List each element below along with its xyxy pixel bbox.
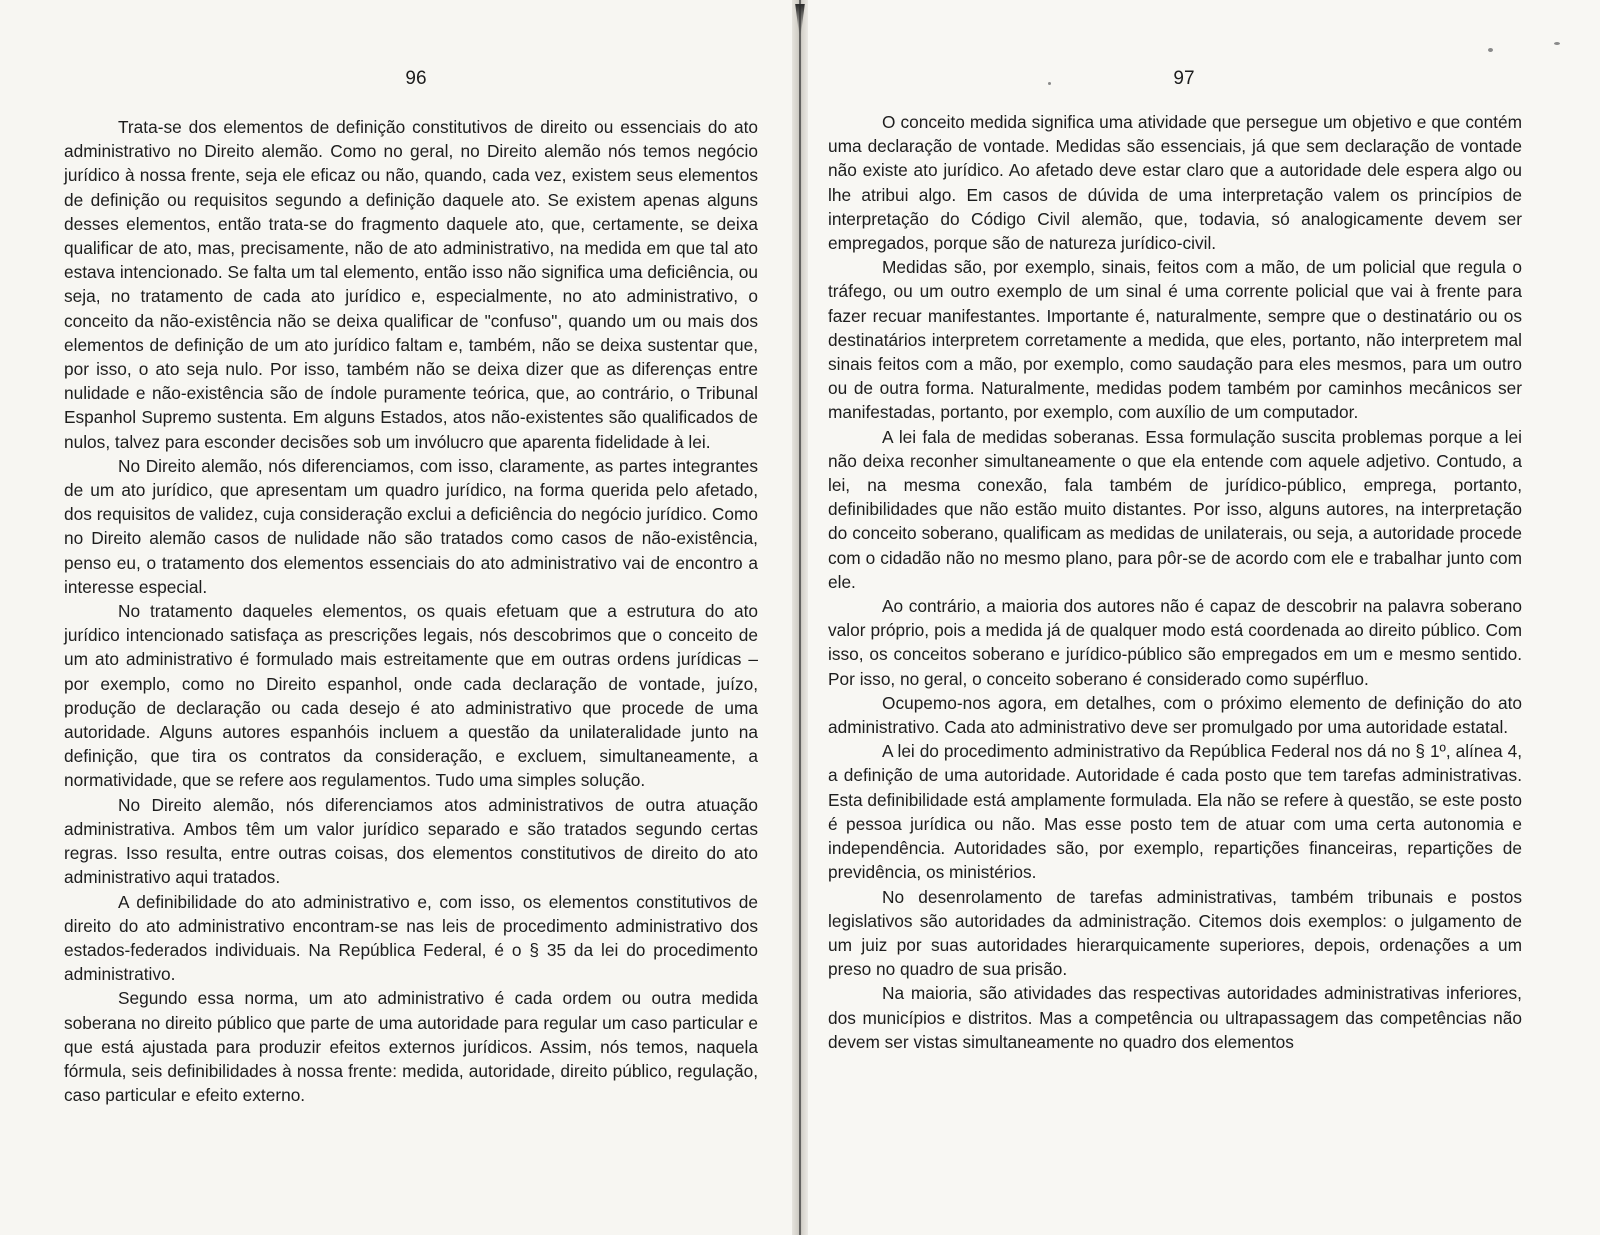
paragraph: Ocupemo-nos agora, em detalhes, com o próximo elemento de definição do ato administrativo. Cada ato administrativo deve ser promulgado por uma autoridade estatal.: [828, 692, 1522, 738]
paragraph: No desenrolamento de tarefas administrativas, também tribunais e postos legislativos são autoridades da administração. Citemos dois exemplos: o julgamento de um juiz por suas autoridades hierarquicamente superiores, depois, ordenações a um preso no quadro de sua prisão.: [828, 886, 1522, 980]
right-page: [808, 0, 1600, 1235]
paragraph: Medidas são, por exemplo, sinais, feitos com a mão, de um policial que regula o tráfego, ou um outro exemplo de um sinal é uma corrente policial que vai à frente para fazer recuar manifestantes. Importante é, naturalmente, sempre que o destinatário ou os destinatários interpretem corretamente a medida, que eles, portanto, não interpretem mal sinais feitos com a mão, por exemplo, como saudação para eles mesmos, para um outro ou de outra forma. Naturalmente, medidas podem também por caminhos mecânicos ser manifestadas, portanto, por exemplo, com auxílio de um computador.: [828, 257, 1522, 423]
book-spine-line: [799, 0, 801, 1235]
paragraph: Trata-se dos elementos de definição constitutivos de direito ou essenciais do ato administrativo no Direito alemão. Como no geral, no Direito alemão nós temos negócio jurídico à nossa frente, seja ele eficaz ou não, quando, cada vez, existem seus elementos de definição ou requisitos segundo a definição daquele ato. Se existem apenas alguns desses elementos, então trata-se do fragmento daquele ato, que, certamente, se deixa qualificar de ato, mas, precisamente, não de ato administrativo, na medida em que tal ato estava intencionado. Se falta um tal elemento, então isso não significa uma deficiência, ou seja, no tratamento de cada ato jurídico e, especialmente, no ato administrativo, o conceito da não-existência não se deixa qualificar de "confuso", quando um ou mais dos elementos de definição de um ato jurídico faltam e, também, não se deixa sustentar que, por isso, o ato seja nulo. Por isso, também não se deixa dizer que as diferenças entre nulidade e não-existência são de índole puramente teórica, que, ao contrário, o Tribunal Espanhol Supremo sustenta. Em alguns Estados, atos não-existentes são qualificados de nulos, talvez para esconder decisões sob um invólucro que aparenta fidelidade à lei.: [64, 117, 758, 452]
scan-speck: [1048, 82, 1051, 85]
left-page: [0, 0, 792, 1235]
scan-speck: [1488, 48, 1493, 52]
paragraph: A lei do procedimento administrativo da República Federal nos dá no § 1º, alínea 4, a definição de uma autoridade. Autoridade é cada posto que tem tarefas administrativas. Esta definibilidade está amplamente formulada. Ela não se refere à questão, se este posto é pessoa jurídica ou não. Mas esse posto tem de atuar com uma certa autonomia e independência. Autoridades são, por exemplo, repartições financeiras, repartições de previdência, os ministérios.: [828, 741, 1522, 883]
paragraph: No Direito alemão, nós diferenciamos atos administrativos de outra atuação administrativa. Ambos têm um valor jurídico separado e são tratados segundo certas regras. Isso resulta, entre outras coisas, dos elementos constitutivos de direito do ato administrativo aqui tratados.: [64, 794, 758, 888]
paragraph: Ao contrário, a maioria dos autores não é capaz de descobrir na palavra soberano valor próprio, pois a medida já de qualquer modo está coordenada ao direito público. Com isso, os conceitos soberano e jurídico-público são empregados em um e mesmo sentido. Por isso, no geral, o conceito soberano é considerado como supérfluo.: [828, 596, 1522, 689]
paragraph: Na maioria, são atividades das respectivas autoridades administrativas inferiores, dos municípios e distritos. Mas a competência ou ultrapassagem das competências não devem ser vistas simultaneamente no quadro dos elementos: [828, 983, 1522, 1052]
left-page-text: [64, 115, 758, 1107]
paragraph: Segundo essa norma, um ato administrativo é cada ordem ou outra medida soberana no direito público que parte de uma autoridade para regular um caso particular e que está ajustada para produzir efeitos externos jurídicos. Assim, nós temos, naquela fórmula, seis definibilidades à nossa frente: medida, autoridade, direito público, regulação, caso particular e efeito externo.: [64, 988, 758, 1106]
paragraph: No tratamento daqueles elementos, os quais efetuam que a estrutura do ato jurídico intencionado satisfaça as prescrições legais, nós descobrimos que o conceito de um ato administrativo é formulado mais estreitamente que em outras ordens jurídicas – por exemplo, como no Direito espanhol, onde cada declaração de vontade, juízo, produção de declaração ou cada desejo é ato administrativo que procede de uma autoridade. Alguns autores espanhóis incluem a questão da unilateralidade junto na definição, que tira os contratos da consideração, e excluem, simultaneamente, a normatividade, que se refere aos regulamentos. Tudo uma simples solução.: [64, 601, 758, 791]
paragraph: No Direito alemão, nós diferenciamos, com isso, claramente, as partes integrantes de um ato jurídico, que apresentam um quadro jurídico, na forma querida pelo afetado, dos requisitos de validez, cuja consideração exclui a deficiência do negócio jurídico. Como no Direito alemão casos de nulidade não são tratados como casos de não-existência, penso eu, o tratamento dos elementos essenciais do ato administrativo vai de encontro a interesse especial.: [64, 455, 758, 597]
paragraph: A lei fala de medidas soberanas. Essa formulação suscita problemas porque a lei não deixa reconher simultaneamente o que ela entende com aquele adjetivo. Contudo, a lei, na mesma conexão, fala também de jurídico-público, emprega, portanto, definibilidades que não estão muito distantes. Por isso, alguns autores, na interpretação do conceito soberano, qualificam as medidas de unilaterais, ou seja, a autoridade procede com o cidadão não no mesmo plano, para pôr-se de acordo com ele e trabalhar junto com ele.: [828, 426, 1522, 592]
page-number-left: 96: [405, 68, 427, 89]
scan-speck: [1554, 42, 1560, 45]
paragraph: A definibilidade do ato administrativo e, com isso, os elementos constitutivos de direito do ato administrativo encontram-se nas leis de procedimento administrativo dos estados-federados individuais. Na República Federal, é o § 35 da lei do procedimento administrativo.: [64, 891, 758, 985]
right-page-text: [828, 110, 1522, 1054]
page-number-right: 97: [1173, 68, 1195, 89]
paragraph: O conceito medida significa uma atividade que persegue um objetivo e que contém uma declaração de vontade. Medidas são essenciais, já que sem declaração de vontade não existe ato jurídico. Ao afetado deve estar claro que a autoridade dele espera algo ou lhe atribui algo. Em casos de dúvida de uma interpretação valem os princípios de interpretação do Código Civil alemão, que, todavia, só analogicamente devem ser empregados, porque são de natureza jurídico-civil.: [828, 112, 1522, 254]
